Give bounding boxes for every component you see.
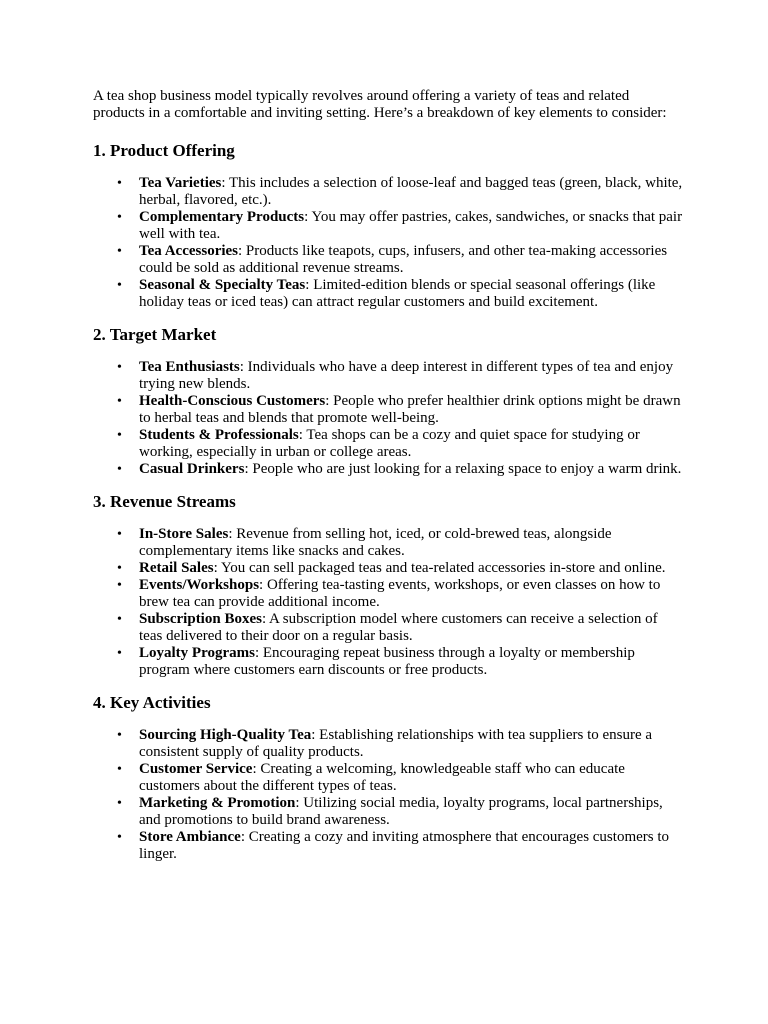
list-item	[139, 611, 683, 645]
item-term: Health-Conscious Customers	[139, 393, 326, 409]
item-text: : Creating a welcoming, knowledgeable staff who can educate customers about the different types of teas.	[139, 761, 625, 794]
item-term: Retail Sales	[139, 560, 214, 576]
revenue-streams-list	[93, 526, 683, 679]
document-content	[93, 88, 683, 877]
list-item	[139, 393, 683, 427]
list-item	[139, 829, 683, 863]
item-term: Marketing & Promotion	[139, 795, 296, 811]
item-text: : This includes a selection of loose-leaf and bagged teas (green, black, white, herbal, flavored, etc.).	[139, 175, 683, 208]
item-term: Sourcing High-Quality Tea	[139, 727, 312, 743]
item-text: : Products like teapots, cups, infusers, and other tea-making accessories could be sold as additional revenue streams.	[139, 243, 668, 276]
product-offering-list	[93, 175, 683, 311]
list-item	[139, 209, 683, 243]
list-item	[139, 461, 683, 478]
item-term: Casual Drinkers	[139, 461, 245, 477]
item-term: Loyalty Programs	[139, 645, 255, 661]
key-activities-list	[93, 727, 683, 863]
list-item	[139, 577, 683, 611]
item-term: Complementary Products	[139, 209, 305, 225]
item-term: Subscription Boxes	[139, 611, 262, 627]
item-term: In-Store Sales	[139, 526, 229, 542]
list-item	[139, 359, 683, 393]
list-item	[139, 526, 683, 560]
item-term: Customer Service	[139, 761, 253, 777]
item-term: Store Ambiance	[139, 829, 241, 845]
item-term: Tea Accessories	[139, 243, 239, 259]
item-term: Seasonal & Specialty Teas	[139, 277, 306, 293]
section-heading-key-activities: 4. Key Activities	[93, 693, 211, 712]
target-market-list	[93, 359, 683, 478]
item-text: : Individuals who have a deep interest in different types of tea and enjoy trying new blends.	[139, 359, 674, 392]
item-term: Tea Enthusiasts	[139, 359, 240, 375]
list-item	[139, 175, 683, 209]
item-text: : Creating a cozy and inviting atmosphere that encourages customers to linger.	[139, 829, 670, 862]
item-text: : Limited-edition blends or special seasonal offerings (like holiday teas or iced teas) can attract regular customers and build excitement.	[139, 277, 656, 310]
list-item	[139, 795, 683, 829]
list-item	[139, 560, 683, 577]
item-text: : Establishing relationships with tea suppliers to ensure a consistent supply of quality products.	[139, 727, 653, 760]
item-text: : Tea shops can be a cozy and quiet space for studying or working, especially in urban or college areas.	[139, 427, 640, 460]
section-heading-product-offering: 1. Product Offering	[93, 141, 235, 160]
list-item	[139, 427, 683, 461]
item-text: : Utilizing social media, loyalty programs, local partnerships, and promotions to build brand awareness.	[139, 795, 663, 828]
section-heading-revenue-streams: 3. Revenue Streams	[93, 492, 236, 511]
list-item	[139, 243, 683, 277]
item-text: : Encouraging repeat business through a loyalty or membership program where customers earn discounts or free products.	[139, 645, 635, 678]
section-heading-target-market: 2. Target Market	[93, 325, 217, 344]
item-text: : People who prefer healthier drink options might be drawn to herbal teas and blends that promote well-being.	[139, 393, 681, 426]
list-item	[139, 277, 683, 311]
list-item	[139, 645, 683, 679]
item-text: : People who are just looking for a relaxing space to enjoy a warm drink.	[244, 461, 682, 477]
item-term: Events/Workshops	[139, 577, 260, 593]
item-term: Tea Varieties	[139, 175, 222, 191]
item-text: : Revenue from selling hot, iced, or cold-brewed teas, alongside complementary items like snacks and cakes.	[139, 526, 612, 559]
item-text: : A subscription model where customers can receive a selection of teas delivered to their door on a regular basis.	[139, 611, 658, 644]
list-item	[139, 761, 683, 795]
item-term: Students & Professionals	[139, 427, 299, 443]
item-text: : You may offer pastries, cakes, sandwiches, or snacks that pair well with tea.	[139, 209, 683, 242]
item-text: : Offering tea-tasting events, workshops, or even classes on how to brew tea can provide additional income.	[139, 577, 661, 610]
item-text: : You can sell packaged teas and tea-related accessories in-store and online.	[213, 560, 666, 576]
list-item	[139, 727, 683, 761]
intro-paragraph: A tea shop business model typically revolves around offering a variety of teas and related products in a comfortable and inviting setting. Here’s a breakdown of key elements to consider:	[93, 88, 667, 121]
